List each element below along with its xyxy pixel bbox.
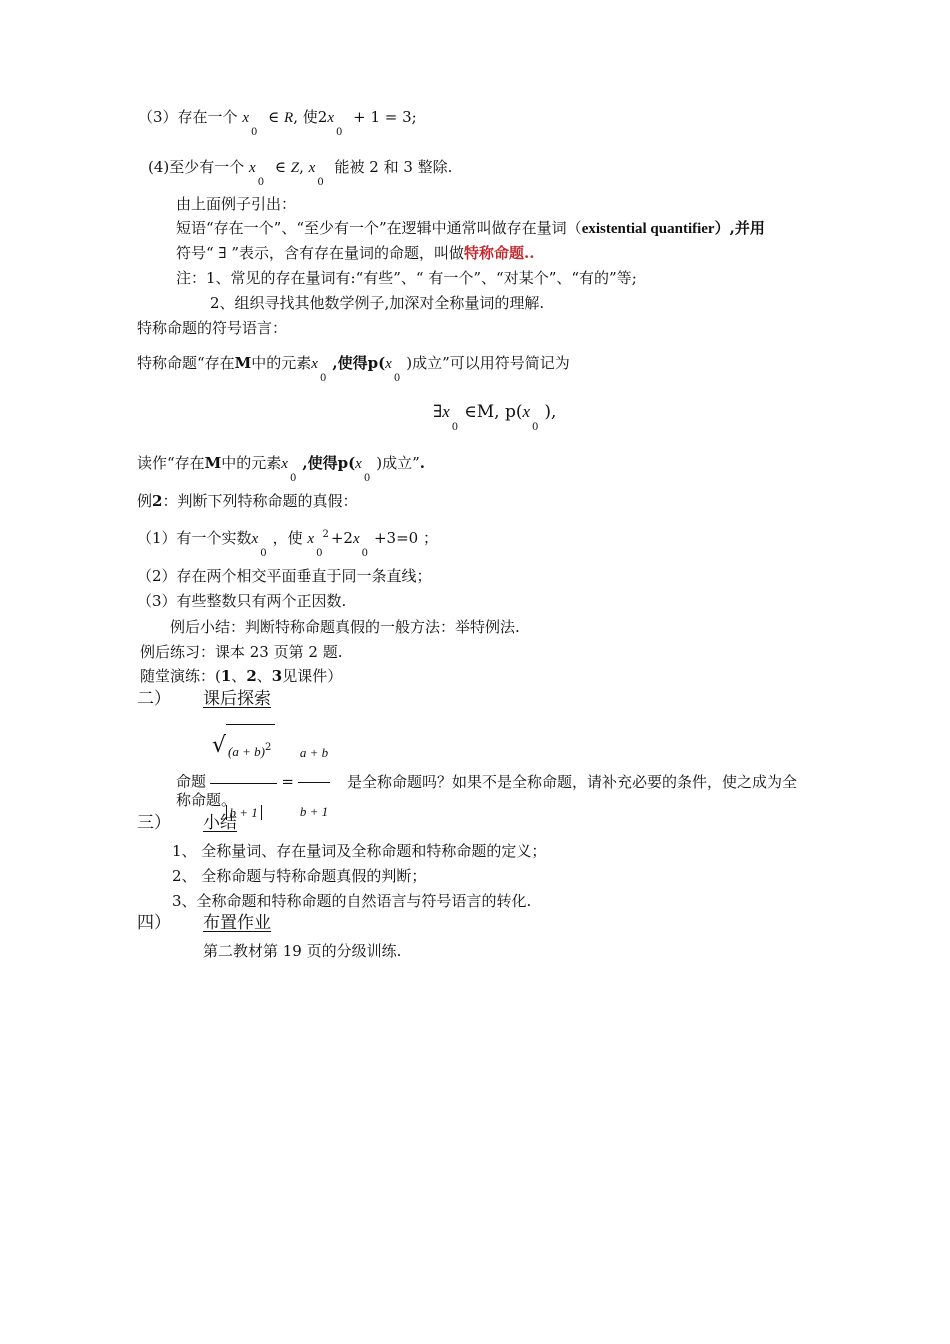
subscript: 0 — [393, 373, 401, 384]
subscript: 0 — [451, 422, 459, 433]
summary-item-1: 1、 全称量词、存在量词及全称命题和特称命题的定义； — [172, 842, 547, 860]
question-3: （3）有些整数只有两个正因数. — [137, 592, 347, 610]
question-1 — [137, 528, 439, 559]
read-text: )成立” — [376, 454, 420, 472]
predicate-p: p( — [337, 454, 356, 472]
formula-text: ), — [544, 402, 557, 422]
statement-line — [137, 353, 570, 384]
drill-number: 1 — [220, 667, 232, 685]
statement-text: )成立”可以用符号简记为 — [406, 354, 570, 372]
section-title: 小结 — [203, 813, 237, 833]
var-x: x — [311, 356, 318, 372]
var-x: x — [251, 531, 259, 547]
definition-line-2 — [176, 243, 534, 263]
subscript: 0 — [257, 177, 265, 188]
var-x: x — [385, 356, 392, 372]
set-m: M — [234, 354, 252, 372]
subscript: 0 — [317, 177, 324, 188]
var-x: x — [522, 402, 531, 421]
element-of-symbol: ∈ — [268, 108, 280, 126]
example-4-prefix: (4)至少有一个 — [148, 158, 245, 176]
symbolic-language-heading: 特称命题的符号语言： — [137, 319, 288, 337]
example-4-tail: 能被 2 和 3 整除. — [334, 158, 453, 176]
question-text: ，使 — [272, 529, 303, 547]
definition-text: 短语“存在一个”、“至少有一个”在逻辑中通常叫做存在量词（ — [176, 219, 582, 237]
question-2: （2）存在两个相交平面垂直于同一条直线； — [137, 567, 432, 585]
section-title: 课后探索 — [203, 689, 271, 709]
section-4-heading — [137, 912, 271, 934]
section-number: 四） — [137, 913, 171, 933]
summary-line: 例后小结：判断特称命题真假的一般方法：举特例法. — [170, 618, 520, 636]
set-symbol: R — [284, 110, 294, 126]
drill-number: 2 — [246, 667, 257, 685]
var-x: x — [308, 160, 316, 176]
formula-text: ∈M, p( — [464, 402, 523, 422]
example-3-tail: + 1 = 3; — [353, 108, 417, 126]
set-m: M — [204, 454, 222, 472]
example-text: ：判断下列特称命题的真假： — [162, 492, 358, 510]
question-text: +3=0 — [373, 529, 419, 547]
question-text: ； — [423, 529, 439, 547]
proposition-text: 是全称命题吗？如果不是全称命题，请补充必要的条件，使之成为全 — [346, 772, 797, 791]
var-x: x — [242, 110, 249, 126]
intro-line: 由上面例子引出： — [176, 195, 297, 213]
fraction-numerator: (a + b) — [228, 744, 265, 759]
note-line-2: 2、组织寻找其他数学例子,加深对全称量词的理解. — [210, 294, 545, 312]
definition-text: 符号“ ∃ ”表示，含有存在量词的命题，叫做 — [176, 244, 465, 262]
symbolic-formula — [433, 402, 557, 433]
var-x: x — [352, 531, 360, 547]
proposition-continued: 称命题。 — [176, 791, 237, 809]
element-of-symbol: ∈ — [274, 158, 286, 176]
subscript: 0 — [532, 422, 539, 433]
var-x: x — [281, 456, 288, 472]
definition-text: ）,并用 — [714, 219, 765, 237]
statement-text: ,使得 — [332, 354, 368, 372]
fraction-denominator: b + 1 — [299, 804, 329, 819]
summary-item-3: 3、全称命题和特称命题的自然语言与符号语言的转化. — [172, 892, 532, 910]
sqrt-symbol — [226, 724, 275, 781]
subscript: 0 — [316, 548, 323, 559]
example-number: 2 — [152, 492, 163, 510]
var-x: x — [442, 402, 450, 421]
proposition-line — [176, 724, 797, 841]
exists-symbol: ∃ — [433, 402, 443, 422]
read-text: ,使得 — [302, 454, 338, 472]
drill-text: 随堂演练：( — [140, 667, 221, 685]
subscript: 0 — [260, 548, 267, 559]
example-3-mid: , 使2 — [293, 108, 328, 126]
note-line-1: 注：1、常见的存在量词有:“有些”、“ 有一个”、“对某个”、“有的”等; — [176, 269, 637, 287]
example-3-line — [138, 107, 417, 138]
fraction-numerator: a + b — [298, 726, 330, 783]
subscript: 0 — [335, 127, 343, 138]
subscript: 0 — [319, 373, 327, 384]
var-x: x — [327, 110, 334, 126]
definition-line-1 — [176, 218, 765, 239]
subscript: 0 — [251, 127, 258, 138]
example-3-prefix: （3）存在一个 — [138, 108, 238, 126]
fraction-denominator: b + 1 — [226, 805, 262, 820]
definition-term: existential quantifier — [581, 221, 715, 237]
section-2-heading — [137, 688, 271, 710]
superscript: 2 — [322, 529, 329, 540]
homework-line: 第二教材第 19 页的分级训练. — [203, 942, 402, 960]
section-title: 布置作业 — [203, 913, 271, 933]
superscript: 2 — [264, 742, 272, 753]
subscript: 0 — [289, 473, 297, 484]
var-x: x — [355, 456, 362, 472]
var-x: x — [307, 531, 315, 547]
predicate-p: p( — [367, 354, 386, 372]
subscript: 0 — [363, 473, 371, 484]
comma: , — [299, 158, 304, 176]
summary-item-2: 2、 全称命题与特称命题真假的判断； — [172, 867, 427, 885]
statement-text: 中的元素 — [251, 354, 312, 372]
drill-text: 见课件） — [282, 667, 343, 685]
set-symbol: Z — [290, 160, 300, 176]
read-as-line — [137, 453, 425, 484]
section-3-heading — [137, 812, 237, 834]
drill-text: 、 — [256, 667, 272, 685]
var-x: x — [249, 160, 256, 176]
example-4-line — [148, 157, 453, 188]
fraction-right — [298, 726, 330, 839]
drill-line — [140, 666, 342, 686]
drill-text: 、 — [231, 667, 247, 685]
highlighted-term: 特称命题.. — [464, 244, 535, 262]
read-text: . — [419, 454, 425, 472]
practice-line: 例后练习：课本 23 页第 2 题. — [140, 643, 343, 661]
proposition-text: 命题 — [176, 772, 207, 791]
section-number: 三） — [137, 813, 171, 833]
question-text: +2 — [330, 529, 353, 547]
read-text: 中的元素 — [221, 454, 282, 472]
read-text: 读作“存在 — [137, 454, 205, 472]
equals-sign: = — [281, 772, 294, 791]
example-2-heading — [137, 491, 357, 511]
statement-text: 特称命题“存在 — [137, 354, 235, 372]
section-number: 二） — [137, 689, 171, 709]
subscript: 0 — [361, 548, 368, 559]
example-label: 例 — [137, 492, 153, 510]
question-text: （1）有一个实数 — [137, 529, 252, 547]
drill-number: 3 — [271, 667, 283, 685]
